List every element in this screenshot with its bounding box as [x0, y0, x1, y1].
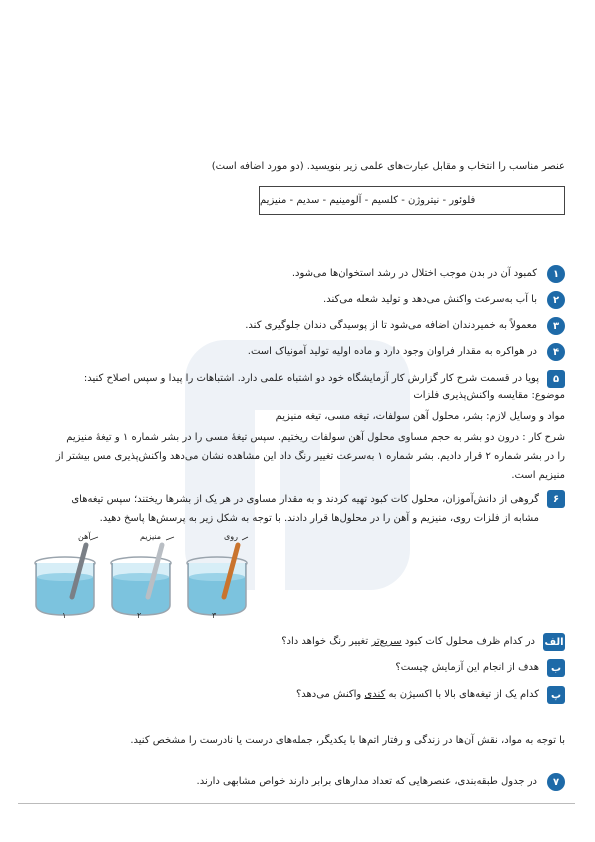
- subpart-text: در کدام ظرف محلول کات کبود سریع‌تر تغییر رنگ خواهد داد؟: [281, 636, 535, 647]
- question-line: گروهی از دانش‌آموزان، محلول کات کبود تهیه کردند و به مقدار مساوی در هر یک از بشرها ریختند؛ سپس تیغه‌های: [71, 494, 539, 505]
- instruction-text: عنصر مناسب را انتخاب و مقابل عبارت‌های علمی زیر بنویسید. (دو مورد اضافه است): [211, 161, 565, 172]
- elements-list: فلوئور - نیتروژن - کلسیم - آلومینیم - سدیم - منیزیم: [260, 195, 476, 206]
- report-materials: مواد و وسایل لازم: بشر، محلول آهن سولفات، تیغه مسی، تیغه منیزیم: [275, 411, 565, 422]
- beaker-2-number: ۲: [137, 611, 142, 620]
- question-line: مشابه از فلزات روی، منیزیم و آهن را در محلول‌ها قرار دادند. با توجه به شکل زیر به پرسش‌ها پاسخ دهید.: [99, 513, 539, 524]
- procedure-line: منیزیم است.: [511, 470, 565, 481]
- subpart-text: هدف از انجام این آزمایش چیست؟: [395, 662, 539, 673]
- beaker-1-metal-label: آهن: [78, 532, 91, 541]
- question-number: ۷: [547, 773, 565, 791]
- question-number: ۶: [547, 490, 565, 508]
- question-text: پویا در قسمت شرح کار گزارش کار آزمایشگاه خود دو اشتباه علمی دارد. اشتباهات را پیدا و سپس اصلاح کنید:: [83, 373, 539, 384]
- beaker-3-number: ۳: [212, 611, 217, 620]
- subpart-label: ب: [547, 659, 565, 677]
- subpart-label: پ: [547, 686, 565, 704]
- question-6b: [20, 659, 565, 677]
- question-number: ۴: [547, 343, 565, 361]
- divider: [18, 803, 575, 804]
- question-number: ۱: [547, 265, 565, 283]
- question-text: کمبود آن در بدن موجب اختلال در رشد استخوان‌ها می‌شود.: [291, 268, 537, 279]
- question-number: ۲: [547, 291, 565, 309]
- truefalse-instruction: با توجه به مواد، نقش آن‌ها در زندگی و رفتار اتم‌ها با یکدیگر، جمله‌های درست یا نادرست را مشخص کنید.: [130, 735, 565, 746]
- question-text: [24, 490, 539, 528]
- question-5: [20, 370, 565, 388]
- question-text: در جدول طبقه‌بندی، عنصرهایی که تعداد مدارهای برابر دارند خواص مشابهی دارند.: [196, 776, 537, 787]
- procedure-line: شرح کار : درون دو بشر به حجم مساوی محلول آهن سولفات ریختیم. سپس تیغهٔ مسی را در بشر شماره ۱ و تیغهٔ منیزیم: [66, 432, 565, 443]
- beaker-1-number: ۱: [62, 611, 67, 620]
- question-2: [20, 291, 565, 309]
- question-text: در هواکره به مقدار فراوان وجود دارد و ماده اولیه تولید آمونیاک است.: [247, 346, 537, 357]
- procedure-line: را در بشر شماره ۲ قرار دادیم. بشر شماره ۱ به‌سرعت تغییر رنگ داد این مشاهده نشان می‌دهد واکنش‌پذیری مس بیشتر از: [55, 451, 565, 462]
- question-6: [20, 490, 565, 528]
- beaker-2-metal-label: منیزیم: [140, 532, 162, 541]
- beaker-1: [35, 537, 98, 615]
- beakers-figure: [28, 533, 256, 623]
- beaker-3: [187, 537, 248, 615]
- question-3: [20, 317, 565, 335]
- report-procedure: [20, 428, 565, 485]
- question-text: معمولاً به خمیردندان اضافه می‌شود تا از پوسیدگی دندان جلوگیری کند.: [245, 320, 537, 331]
- elements-box: [259, 186, 565, 215]
- question-text: با آب به‌سرعت واکنش می‌دهد و تولید شعله می‌کند.: [323, 294, 537, 305]
- question-6a: [20, 633, 565, 651]
- subpart-text: کدام یک از تیغه‌های بالا با اکسیژن به کندی واکنش می‌دهد؟: [295, 689, 539, 700]
- report-subject: موضوع: مقایسه واکنش‌پذیری فلزات: [413, 390, 565, 401]
- question-7: [20, 773, 565, 791]
- question-6c: [20, 686, 565, 704]
- question-number: ۳: [547, 317, 565, 335]
- question-1: [20, 265, 565, 283]
- beaker-2: [111, 537, 174, 615]
- question-number: ۵: [547, 370, 565, 388]
- subpart-label: الف: [543, 633, 565, 651]
- question-4: [20, 343, 565, 361]
- beaker-3-metal-label: روی: [224, 532, 238, 541]
